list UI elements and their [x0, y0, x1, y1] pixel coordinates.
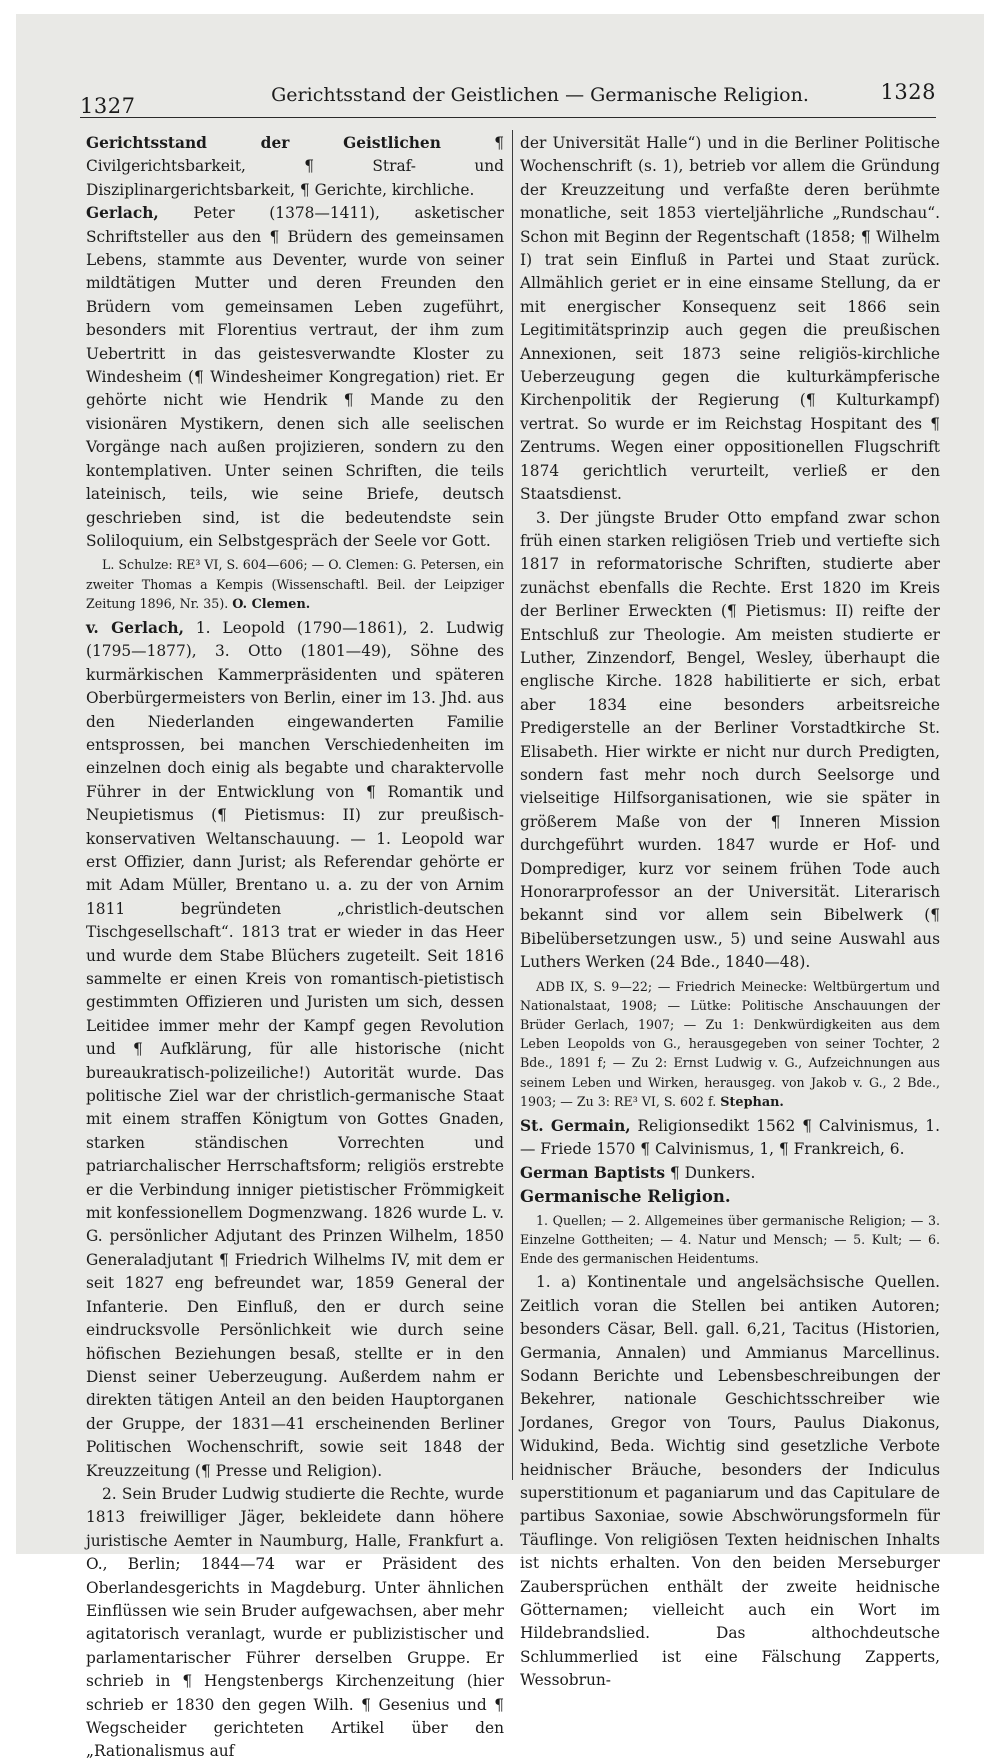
entry-text: 1. Leopold (1790—1861), 2. Ludwig (1795—1877), 3. Otto (1801—49), Söhne des kurmärkischen Kammerpräsidenten und späteren Oberbürgermeisters von Berlin, einer im 13. Jhd. aus den Niederlanden eingewanderten Familie entsprossen, bei manchen Verschiedenheiten im einzelnen doch einig als begabte und charaktervolle Führer in der Entwicklung von ¶ Romantik und Neupietismus (¶ Pietismus: II) zur preußisch-konservativen Weltanschauung. — 1. Leopold war erst Offizier, dann Jurist; als Referendar gehörte er mit Adam Müller, Brentano u. a. zu der von Arnim 1811 begründeten „christlich-deutschen Tischgesellschaft“. 1813 trat er wieder in das Heer und wurde dem Stabe Blüchers zugeteilt. Seit 1816 sammelte er einen Kreis von romantisch-pietistisch gestimmten Offizieren und Juristen um sich, dessen Leitidee immer mehr der Kampf gegen Revolution und ¶ Aufklärung, für alle historische (nicht bureaukratisch-polizeiliche!) Autorität wurde. Das politische Ziel war der christlich-germanische Staat mit einem straffen Königtum von Gottes Gnaden, starken ständischen Vorrechten und patriarchalischer Herrschaftsform; religiös erstrebte er die Verbindung inniger pietistischer Frömmigkeit mit konfessionellem Dogmenzwang. 1826 wurde L. v. G. persönlicher Adjutant des Prinzen Wilhelm, 1850 Generaladjutant ¶ Friedrich Wilhelms IV, mit dem er seit 1827 eng befreundet war, 1859 General der Infanterie. Den Einfluß, den er durch seine eindrucksvolle Persönlichkeit wie durch seine höfischen Beziehungen besaß, stellte er in den Dienst seiner Ueberzeugung. Außerdem nahm er direkten tätigen Anteil an den beiden Hauptorganen der Gruppe, der 1831—41 erscheinenden Berliner Politischen Wochenschrift, sowie seit 1848 der Kreuzzeitung (¶ Presse und Religion). [86, 618, 504, 1480]
headword: German Baptists [520, 1163, 665, 1182]
entry-germanische-religion-heading: Germanische Religion. [520, 1187, 731, 1207]
entry-text: ¶ Civilgerichtsbarkeit, ¶ Straf- und Disziplinargerichtsbarkeit, ¶ Gerichte, kirchliche. [86, 134, 504, 199]
literature-text: L. Schulze: RE³ VI, S. 604—606; — O. Clemen: G. Petersen, ein zweiter Thomas a Kempis (Wissenschaftl. Beil. der Leipziger Zeitung 1896, Nr. 35). [86, 557, 504, 611]
literature-text: ADB IX, S. 9—22; — Friedrich Meinecke: Weltbürgertum und Nationalstaat, 1908; — Lütke: Politische Anschauungen der Brüder Gerlach, 1907; — Zu 1: Denkwürdigkeiten aus dem Leben Leopolds von G., herausgegeben von seiner Tochter, 2 Bde., 1891 f; — Zu 2: Ernst Ludwig v. G., Aufzeichnungen aus seinem Leben und Wirken, herausgeg. von Jakob v. G., 2 Bde., 1903; — Zu 3: RE³ VI, S. 602 f. [520, 978, 940, 1109]
entry-gerichtsstand [86, 132, 504, 202]
left-column [86, 132, 504, 1764]
page-number-left: 1327 [80, 94, 136, 118]
headword: v. Gerlach, [86, 618, 184, 637]
paragraph: der Universität Halle“) und in die Berliner Politische Wochenschrift (s. 1), betrieb vor allem die Gründung der Kreuzzeitung und verfaßte deren berühmte monatliche, seit 1853 vierteljährliche „Rundschau“. Schon mit Beginn der Regentschaft (1858; ¶ Wilhelm I) trat sein Einfluß in Partei und Staat zurück. Allmählich geriet er in eine einsame Stellung, da er mit energischer Konsequenz seit 1866 sein Legitimitätsprinzip auch gegen die preußischen Annexionen, seit 1873 seine religiös-kirchliche Ueberzeugung gegen die kulturkämpferische Kirchenpolitik der Regierung (¶ Kulturkampf) vertrat. So wurde er im Reichstag Hospitant des ¶ Zentrums. Wegen einer oppositionellen Flugschrift 1874 gerichtlich verurteilt, verließ er den Staatsdienst. [520, 134, 940, 504]
entry-text: ¶ Dunkers. [669, 1163, 756, 1182]
entry-st-germain [520, 1115, 940, 1162]
column-divider [512, 130, 513, 1480]
running-header [80, 76, 936, 118]
right-column [520, 132, 940, 1693]
author-signature: O. Clemen. [232, 596, 311, 612]
paragraph: 1. a) Kontinentale und angelsächsische Quellen. Zeitlich voran die Stellen bei antiken Autoren; besonders Cäsar, Bell. gall. 6,21, Tacitus (Historien, Germania, Annalen) und Ammianus Marcellinus. Sodann Berichte und Lebensbeschreibungen der Bekehrer, nationale Geschichtsschreiber wie Jordanes, Gregor von Tours, Paulus Diakonus, Widukind, Beda. Wichtig sind gesetzliche Verbote heidnischer Bräuche, besonders der Indiculus superstitionum et paganiarum und das Capitulare de partibus Saxoniae, sowie Abschwörungsformeln für Täuflinge. Von religiösen Texten heidnischen Inhalts ist nichts erhalten. Von den beiden Merseburger Zaubersprüchen enthält der zweite heidnische Götternamen; vielleicht auch ein Wort im Hildebrandslied. Das althochdeutsche Schlummerlied ist eine Fälschung Zapperts, Wessobrun- [520, 1273, 940, 1690]
headword: Gerichtsstand der Geistlichen [86, 134, 441, 152]
page-number-right: 1328 [880, 80, 936, 104]
entry-text: Religionsedikt 1562 ¶ Calvinismus, 1. — Friede 1570 ¶ Calvinismus, 1, ¶ Frankreich, 6. [520, 1117, 940, 1159]
literature [520, 977, 940, 1112]
table-of-contents: 1. Quellen; — 2. Allgemeines über germanische Religion; — 3. Einzelne Gottheiten; — 4. Natur und Mensch; — 5. Kult; — 6. Ende des germanischen Heidentums. [520, 1212, 940, 1267]
running-title: Gerichtsstand der Geistlichen — Germanische Religion. [271, 84, 809, 106]
entry-text: Peter (1378—1411), asketischer Schriftsteller aus den ¶ Brüdern des gemeinsamen Lebens, stammte aus Deventer, wurde von seiner mildtätigen Mutter und deren Freunden den Brüdern vom gemeinsamen Leben zugeführt, besonders mit Florentius vertraut, der ihm zum Uebertritt in das geistesverwandte Kloster zu Windesheim (¶ Windesheimer Kongregation) riet. Er gehörte nicht wie Hendrik ¶ Mande zu den visionären Mystikern, denen sich alle seelischen Vorgänge nach außen projizieren, sondern zu den kontemplativen. Unter seinen Schriften, die teils lateinisch, teils, wie seine Briefe, deutsch geschrieben sind, ist die bedeutendste sein Soliloquium, ein Selbstgespräch der Seele vor Gott. [86, 204, 504, 550]
paragraph: 2. Sein Bruder Ludwig studierte die Rechte, wurde 1813 freiwilliger Jäger, bekleidete dann höhere juristische Aemter in Naumburg, Halle, Frankfurt a. O., Berlin; 1844—74 war er Präsident des Oberlandesgerichts in Magdeburg. Unter ähnlichen Einflüssen wie sein Bruder aufgewachsen, aber mehr agitatorisch veranlagt, wurde er publizistischer und parlamentarischer Führer derselben Gruppe. Er schrieb in ¶ Hengstenbergs Kirchenzeitung (hier schrieb er 1830 den gegen Wilh. ¶ Gesenius und ¶ Wegscheider gerichteten Artikel über den „Rationalismus auf [86, 1484, 504, 1761]
entry-von-gerlach [86, 617, 504, 1483]
paragraph: 3. Der jüngste Bruder Otto empfand zwar schon früh einen starken religiösen Trieb und vertiefte sich 1817 in reformatorische Schriften, studierte aber zunächst ebenfalls die Rechte. Erst 1820 im Kreis der Berliner Erweckten (¶ Pietismus: II) reifte der Entschluß zur Theologie. Am meisten studierte er Luther, Zinzendorf, Bengel, Wesley, überhaupt die englische Kirche. 1828 habilitierte er sich, erbat aber 1834 eine besonders arbeitsreiche Predigerstelle an der Berliner Vorstadtkirche St. Elisabeth. Hier wirkte er nicht nur durch Predigten, sondern fast mehr noch durch Seelsorge und vielseitige Hilfsorganisationen, wie sie später in größerem Maße von der ¶ Inneren Mission durchgeführt wurden. 1847 wurde er Hof- und Domprediger, kurz vor seinem frühen Tode auch Honorarprofessor an der Universität. Literarisch bekannt sind vor allem sein Bibelwerk (¶ Bibelübersetzungen usw., 5) und seine Auswahl aus Luthers Werken (24 Bde., 1840—48). [520, 508, 940, 972]
author-signature: Stephan. [720, 1094, 784, 1110]
literature [86, 555, 504, 614]
headword: Gerlach, [86, 204, 159, 223]
entry-german-baptists [520, 1162, 940, 1185]
headword: St. Germain, [520, 1117, 631, 1136]
entry-gerlach-peter [86, 202, 504, 553]
